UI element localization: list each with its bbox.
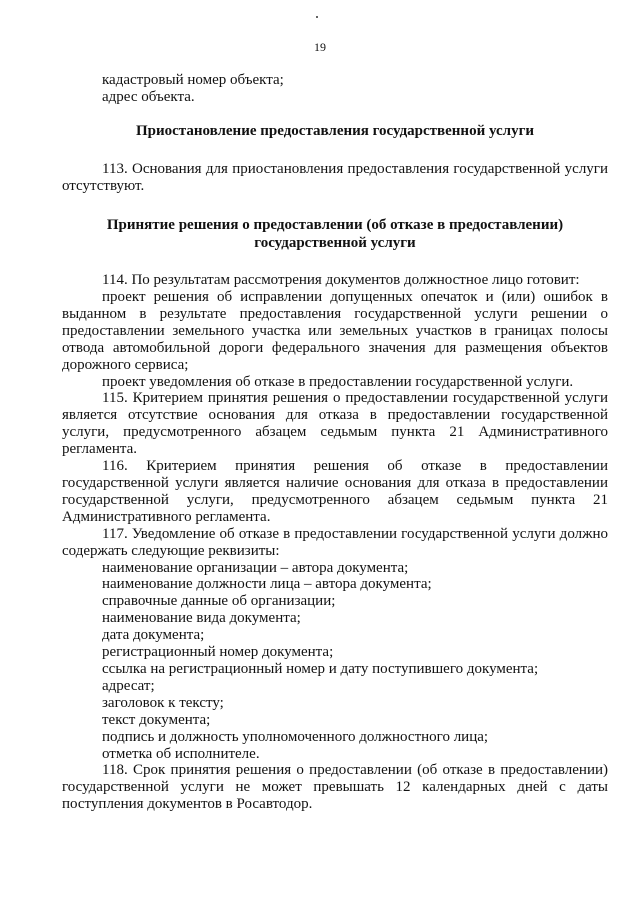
list-item: отметка об исполнителе. xyxy=(102,745,260,762)
list-item: ссылка на регистрационный номер и дату поступившего документа; xyxy=(102,660,539,677)
list-item: регистрационный номер документа; xyxy=(102,644,334,661)
paragraph-114-item-a: проект решения об исправлении допущенных опечаток и (или) ошибок в выданном в результате предоставления государственной услуги решении о предоставлении земельного участка или земельных участков в границах полосы отвода автомобильной дороги федерального значения для размещения объектов дорожного сервиса; xyxy=(62,289,608,373)
text-line-cadastral: кадастровый номер объекта; xyxy=(102,72,284,88)
page-number: 19 xyxy=(314,40,326,54)
section-heading-decision xyxy=(62,217,608,252)
list-item: наименование организации – автора документа; xyxy=(102,559,409,576)
speck-mark xyxy=(316,16,318,18)
section-heading-suspension: Приостановление предоставления государственной услуги xyxy=(135,122,535,139)
text-line-address: адрес объекта. xyxy=(102,88,195,105)
section-heading-decision-line1: Принятие решения о предоставлении (об отказе в предоставлении) xyxy=(106,217,564,234)
paragraph-117: 117. Уведомление об отказе в предоставлении государственной услуги должно содержать следующие реквизиты: xyxy=(62,525,608,559)
paragraph-118: 118. Срок принятия решения о предоставлении (об отказе в предоставлении) государственной услуги не может превышать 12 календарных дней с даты поступления документов в Росавтодор. xyxy=(62,762,608,813)
paragraph-116: 116. Критерием принятия решения об отказе в предоставлении государственной услуги является наличие основания для отказа в предоставлении государственной услуги, предусмотренного абзацем седьмым пункта 21 Административного регламента. xyxy=(62,458,608,525)
paragraph-113: 113. Основания для приостановления предоставления государственной услуги отсутствуют. xyxy=(62,161,608,195)
list-item: наименование вида документа; xyxy=(102,610,301,627)
paragraph-114: 114. По результатам рассмотрения документов должностное лицо готовит: xyxy=(102,272,580,289)
list-item: адресат; xyxy=(102,677,155,694)
list-item: заголовок к тексту; xyxy=(102,694,224,711)
list-item: дата документа; xyxy=(102,627,205,644)
paragraph-115: 115. Критерием принятия решения о предоставлении государственной услуги является отсутствие основания для отказа в предоставлении государственной услуги, предусмотренного абзацем седьмым пункта 21 Административного регламента. xyxy=(62,390,608,458)
list-item: наименование должности лица – автора документа; xyxy=(102,576,432,593)
paragraph-114-item-b: проект уведомления об отказе в предоставлении государственной услуги. xyxy=(102,373,574,390)
list-item: текст документа; xyxy=(102,711,211,728)
list-item: справочные данные об организации; xyxy=(102,593,336,610)
document-body xyxy=(62,72,608,813)
list-item: подпись и должность уполномоченного должностного лица; xyxy=(102,728,489,745)
requisites-list xyxy=(62,560,608,763)
section-heading-decision-line2: государственной услуги xyxy=(254,234,416,251)
